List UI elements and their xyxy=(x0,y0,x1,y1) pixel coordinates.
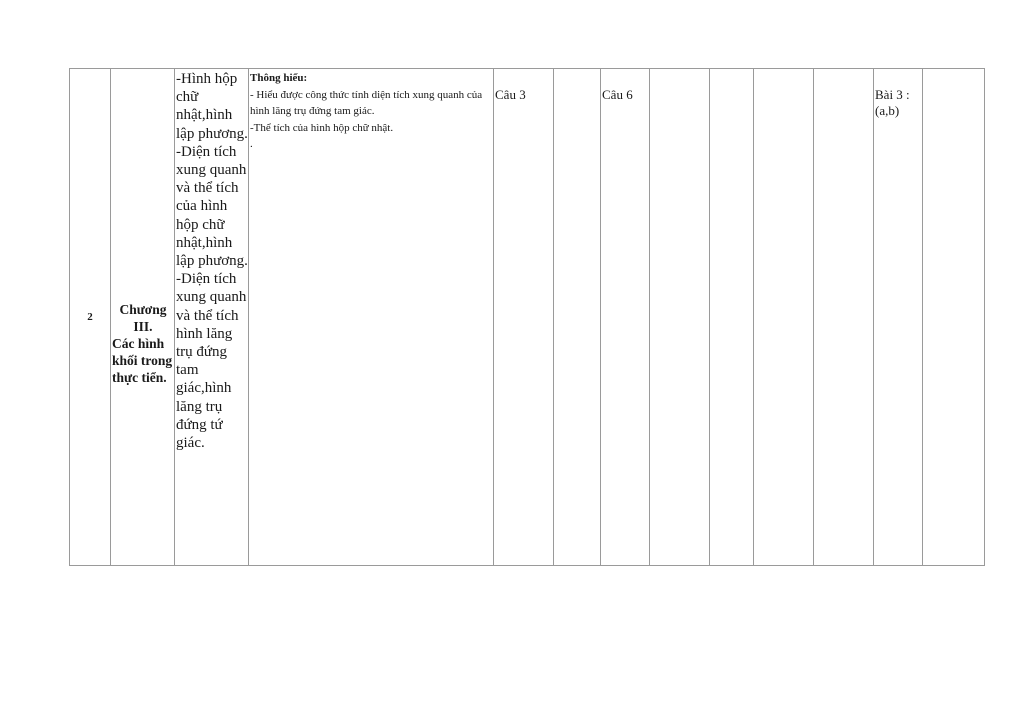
question-cell: Bài 3 : (a,b) xyxy=(874,69,923,566)
question-cell xyxy=(754,69,814,566)
chapter-number: III. xyxy=(133,318,153,334)
exam-matrix-table xyxy=(69,68,985,566)
content-cell: -Hình hộp chữ nhật,hình lập phương. -Diện tích xung quanh và thể tích của hình hộp chữ nhật,hình lập phương. -Diện tích xung quanh và thể tích hình lăng trụ đứng tam giác,hình lăng trụ đứng tứ giác. xyxy=(175,69,249,566)
chapter-cell xyxy=(111,69,175,566)
requirement-line: . xyxy=(250,138,253,150)
requirement-line: -Thể tích của hình hộp chữ nhật. xyxy=(250,121,394,134)
requirement-level-title: Thông hiểu: xyxy=(250,72,308,84)
chapter-label: Chương xyxy=(119,301,167,317)
requirement-line: - Hiểu được công thức tính diện tích xung quanh của hình lăng trụ đứng tam giác. xyxy=(250,88,483,117)
row-number: 2 xyxy=(87,311,93,323)
question-cell xyxy=(554,69,601,566)
table-row xyxy=(70,69,985,566)
chapter-heading xyxy=(112,249,174,335)
requirement-cell xyxy=(249,69,494,566)
question-cell xyxy=(650,69,710,566)
row-number-cell xyxy=(70,69,111,566)
question-cell xyxy=(923,69,985,566)
question-cell: Câu 6 xyxy=(601,69,650,566)
chapter-title: Các hình khối trong thực tiển. xyxy=(112,335,173,385)
question-cell xyxy=(814,69,874,566)
question-cell: Câu 3 xyxy=(494,69,554,566)
question-cell xyxy=(710,69,754,566)
